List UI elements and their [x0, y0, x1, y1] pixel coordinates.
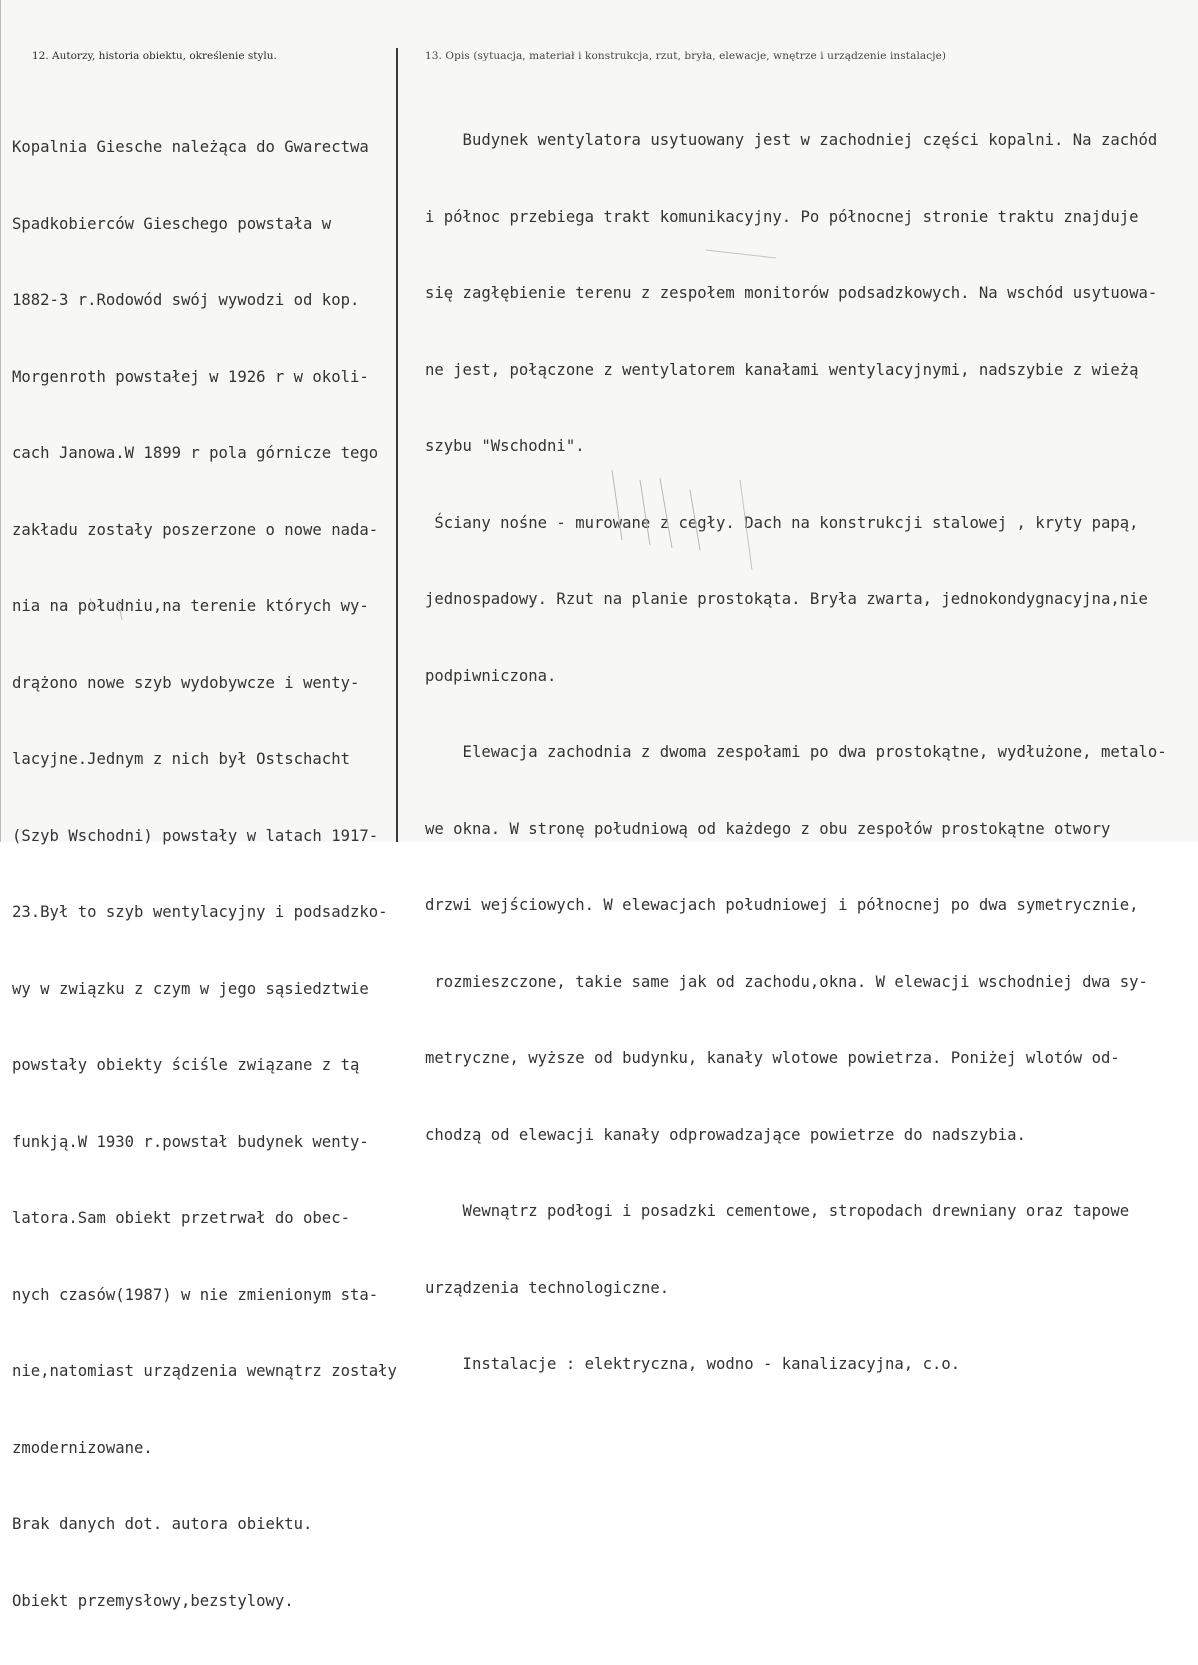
- history-line: wy w związku z czym w jego sąsiedztwie: [12, 979, 369, 998]
- history-line: lacyjne.Jednym z nich był Ostschacht: [12, 750, 350, 768]
- history-line: Obiekt przemysłowy,bezstylowy.: [12, 1591, 294, 1610]
- description-line: metryczne, wyższe od budynku, kanały wlotowe powietrza. Poniżej wlotów od-: [425, 1049, 1120, 1067]
- history-line: powstały obiekty ściśle związane z tą: [12, 1056, 360, 1074]
- left-column-header: 12. Autorzy, historia obiektu, określenie stylu.: [32, 50, 277, 62]
- description-line: i północ przebiega trakt komunikacyjny. Po północnej stronie traktu znajduje: [425, 207, 1139, 226]
- history-line: nia na południu,na terenie których wy-: [12, 597, 369, 615]
- description-line: się zagłębienie terenu z zespołem monitorów podsadzkowych. Na wschód usytuowa-: [425, 284, 1158, 302]
- history-line: cach Janowa.W 1899 r pola górnicze tego: [12, 444, 379, 462]
- history-line: 23.Był to szyb wentylacyjny i podsadzko-: [12, 903, 388, 921]
- history-line: zmodernizowane.: [12, 1438, 153, 1457]
- description-line: Budynek wentylatora usytuowany jest w zachodniej części kopalni. Na zachód: [425, 131, 1158, 149]
- right-column-header: 13. Opis (sytuacja, materiał i konstrukcja, rzut, bryła, elewacje, wnętrze i urządzenie instalacje): [425, 50, 947, 62]
- description-line: szybu "Wschodni".: [425, 437, 585, 455]
- description-line: ne jest, połączone z wentylatorem kanałami wentylacyjnymi, nadszybie z wieżą: [425, 360, 1139, 379]
- description-line: drzwi wejściowych. W elewacjach południowej i północnej po dwa symetrycznie,: [425, 896, 1139, 914]
- description-text: [425, 77, 1167, 1429]
- description-line: podpiwniczona.: [425, 666, 557, 685]
- history-line: zakładu zostały poszerzone o nowe nada-: [12, 520, 379, 539]
- history-line: latora.Sam obiekt przetrwał do obec-: [12, 1209, 350, 1227]
- history-line: Spadkobierców Gieschego powstała w: [12, 214, 332, 233]
- page-edge: [0, 0, 1, 842]
- history-line: drążono nowe szyb wydobywcze i wenty-: [12, 673, 360, 692]
- description-line: Elewacja zachodnia z dwoma zespołami po dwa prostokątne, wydłużone, metalo-: [425, 743, 1167, 761]
- history-line: nie,natomiast urządzenia wewnątrz zostały: [12, 1362, 397, 1380]
- description-line: Instalacje : elektryczna, wodno - kanalizacyjna, c.o.: [425, 1355, 961, 1373]
- description-line: Ściany nośne - murowane z cegły. Dach na konstrukcji stalowej , kryty papą,: [425, 513, 1139, 532]
- description-line: chodzą od elewacji kanały odprowadzające powietrze do nadszybia.: [425, 1125, 1026, 1144]
- history-line: funkją.W 1930 r.powstał budynek wenty-: [12, 1132, 369, 1151]
- history-line: (Szyb Wschodni) powstały w latach 1917-: [12, 826, 379, 845]
- history-line: 1882-3 r.Rodowód swój wywodzi od kop.: [12, 291, 360, 309]
- description-line: Wewnątrz podłogi i posadzki cementowe, stropodach drewniany oraz tapowe: [425, 1202, 1130, 1220]
- description-line: rozmieszczone, takie same jak od zachodu,okna. W elewacji wschodniej dwa sy-: [425, 972, 1148, 991]
- description-line: urządzenia technologiczne.: [425, 1278, 670, 1297]
- history-line: Kopalnia Giesche należąca do Gwarectwa: [12, 138, 369, 156]
- history-line: Brak danych dot. autora obiektu.: [12, 1515, 313, 1533]
- description-line: we okna. W stronę południową od każdego z obu zespołów prostokątne otwory: [425, 819, 1111, 838]
- history-line: nych czasów(1987) w nie zmienionym sta-: [12, 1285, 379, 1304]
- history-text: [12, 84, 397, 1665]
- description-line: jednospadowy. Rzut na planie prostokąta. Bryła zwarta, jednokondygnacyjna,nie: [425, 590, 1148, 608]
- history-line: Morgenroth powstałej w 1926 r w okoli-: [12, 367, 369, 386]
